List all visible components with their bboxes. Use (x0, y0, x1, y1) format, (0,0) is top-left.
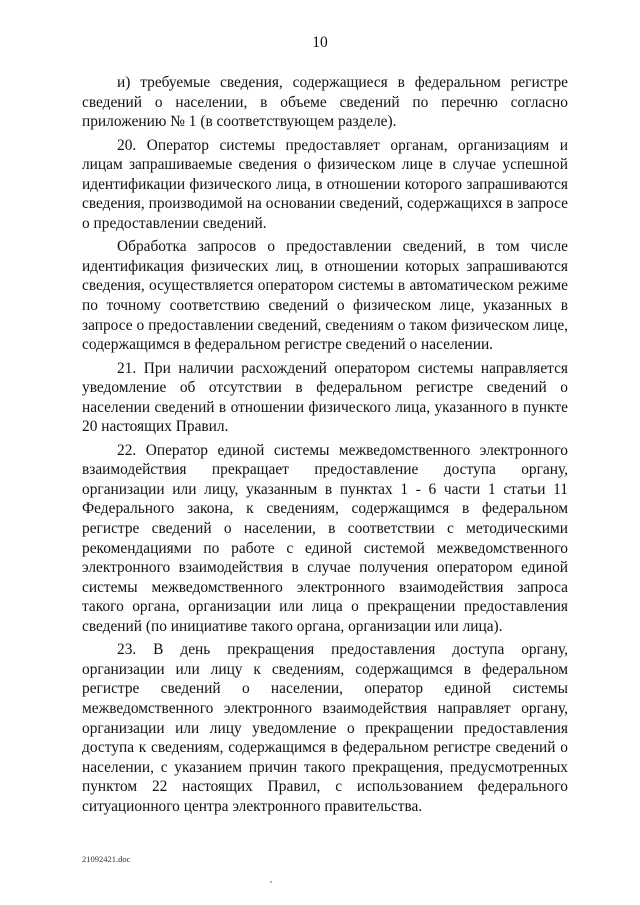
paragraph-item-i: и) требуемые сведения, содержащиеся в федеральном регистре сведений о населении, в объеме сведений по перечню согласно приложению № 1 (в соответствующем разделе). (82, 74, 568, 131)
paragraph-20-processing: Обработка запросов о предоставлении сведений, в том числе идентификация физических лиц, в отношении которых запрашиваются сведения, осуществляется оператором системы в автоматическом режиме по точному соответствию сведений о физическом лице, указанных в запросе о предоставлении сведений, сведениям о таком физическом лице, содержащимся в федеральном регистре сведений о населении. (82, 238, 568, 354)
paragraph-23: 23. В день прекращения предоставления доступа органу, организации или лицу к сведениям, содержащимся в федеральном регистре сведений о населении, оператор единой системы межведомственного электронного взаимодействия направляет органу, организации или лицу уведомление о прекращении предоставления доступа к сведениям, содержащимся в федеральном регистре сведений о населении, с указанием причин такого прекращения, предусмотренных пунктом 22 настоящих Правил, с использованием федерального ситуационного центра электронного правительства. (82, 641, 568, 815)
paragraph-22: 22. Оператор единой системы межведомственного электронного взаимодействия прекращает предоставление доступа органу, организации или лицу, указанным в пунктах 1 - 6 части 1 статьи 11 Федерального закона, к сведениям, содержащимся в федеральном регистре сведений о населении, в соответствии с методическими рекомендациями по работе с единой системой межведомственного электронного взаимодействия в случае получения оператором единой системы межведомственного электронного взаимодействия запроса такого органа, организации или лица о прекращении предоставления сведений (по инициативе такого органа, организации или лица). (82, 441, 568, 635)
document-file-code: 21092421.doc (82, 854, 131, 864)
scan-speck (270, 881, 272, 883)
page-number: 10 (312, 34, 328, 51)
paragraph-20: 20. Оператор системы предоставляет органам, организациям и лицам запрашиваемые сведения о физическом лице в случае успешной идентификации физического лица, в отношении которого запрашиваются сведения, производимой на основании сведений, содержащихся в запросе о предоставлении сведений. (82, 136, 568, 232)
document-body (82, 73, 568, 820)
paragraph-21: 21. При наличии расхождений оператором системы направляется уведомление об отсутствии в федеральном регистре сведений о населении сведений в отношении физического лица, указанного в пункте 20 настоящих Правил. (82, 359, 568, 436)
